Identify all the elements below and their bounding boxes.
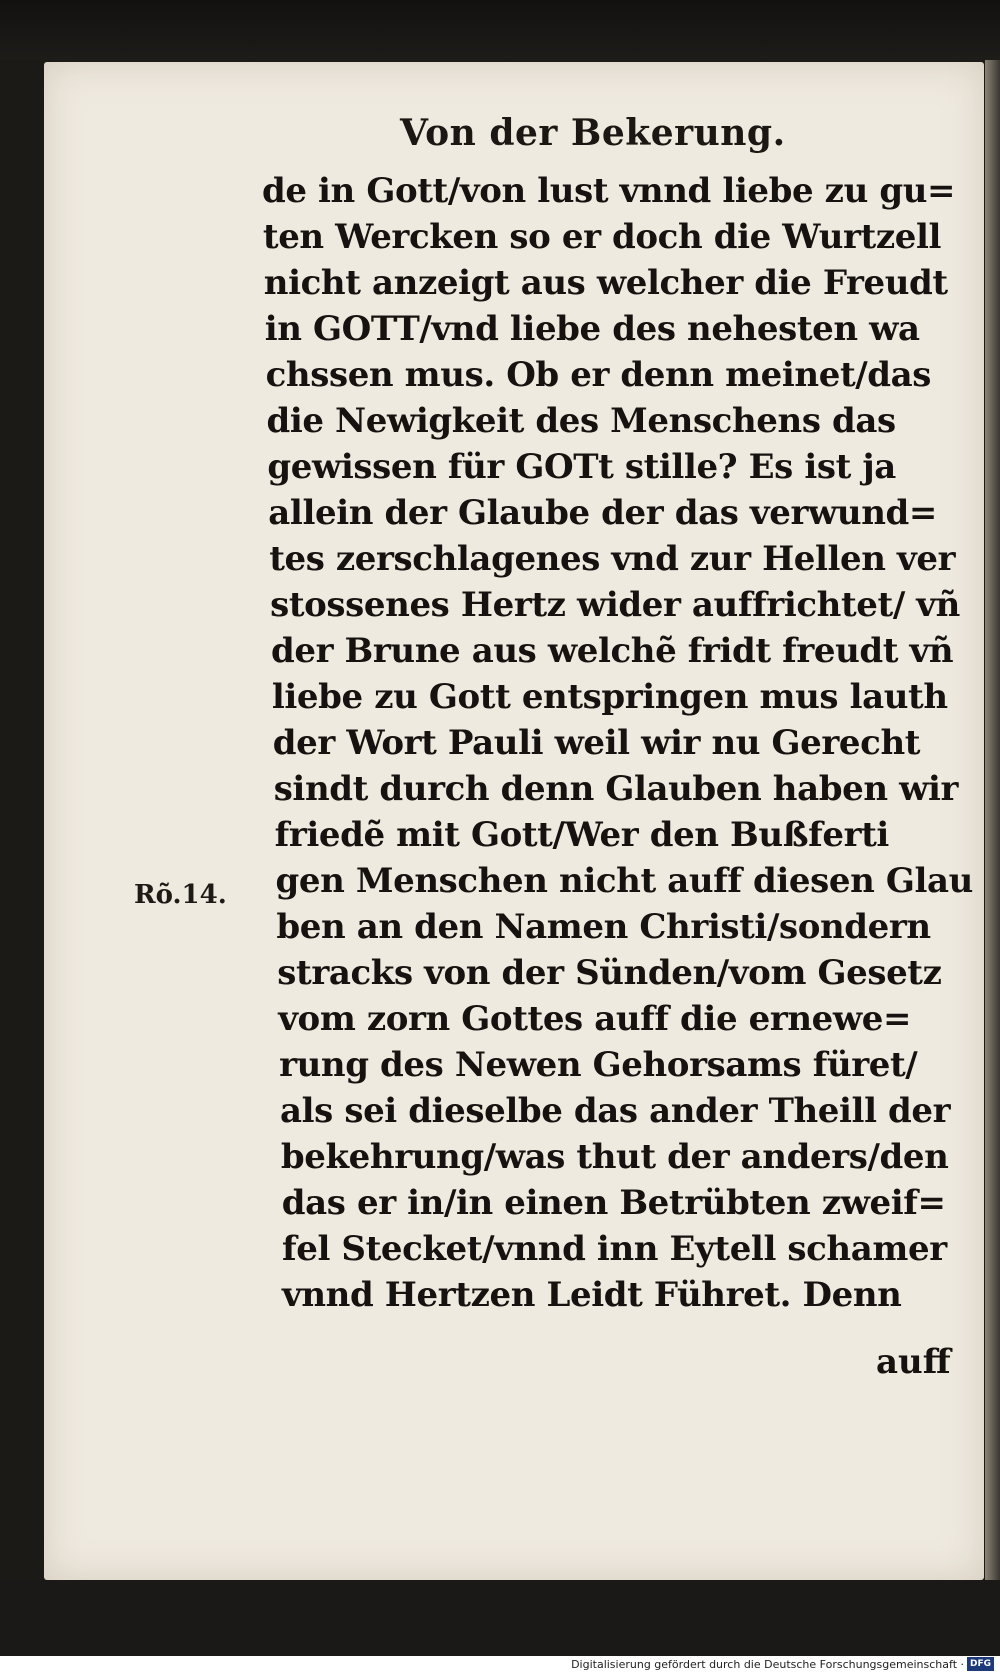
text-line: allein der Glaube der das verwund= <box>268 493 937 533</box>
text-line: stossenes Hertz wider auffrichtet/ vñ <box>270 585 960 625</box>
text-line: tes zerschlagenes vnd zur Hellen ver <box>269 539 956 579</box>
text-line: das er in/in einen Betrübten zweif= <box>281 1183 946 1223</box>
text-line: als sei dieselbe das ander Theill der <box>280 1091 951 1131</box>
text-line: nicht anzeigt aus welcher die Freudt <box>263 263 948 303</box>
text-line: fel Stecket/vnnd inn Eytell schamer <box>282 1229 947 1269</box>
funding-notice: Digitalisierung gefördert durch die Deutsche Forschungsgemeinschaft · <box>571 1658 964 1671</box>
text-line: der Wort Pauli weil wir nu Gerecht <box>272 723 921 763</box>
text-line: sindt durch denn Glauben haben wir <box>273 769 959 809</box>
text-line: rung des Newen Gehorsams füret/ <box>279 1045 918 1085</box>
dfg-logo: DFG <box>967 1657 994 1671</box>
marginal-note: Rõ.14. <box>134 880 227 910</box>
text-line: liebe zu Gott entspringen mus lauth <box>271 677 948 717</box>
text-line: ten Wercken so er doch die Wurtzell <box>262 217 942 257</box>
text-line: bekehrung/was thut der anders/den <box>280 1137 949 1177</box>
body-text <box>262 168 973 1318</box>
text-line: de in Gott/von lust vnnd liebe zu gu= <box>262 171 956 211</box>
catchword: auff <box>876 1342 951 1382</box>
page-edge <box>985 60 1000 1580</box>
text-line: friedẽ mit Gott/Wer den Bußferti <box>274 815 889 855</box>
text-line: die Newigkeit des Menschens das <box>266 401 896 441</box>
text-line: gewissen für GOTt stille? Es ist ja <box>267 447 896 487</box>
scan-top-background <box>0 0 1000 60</box>
text-line: ben an den Namen Christi/sondern <box>276 907 931 947</box>
text-line: in GOTT/vnd liebe des nehesten wa <box>264 309 920 349</box>
text-line: chssen mus. Ob er denn meinet/das <box>265 355 932 395</box>
text-line: vom zorn Gottes auff die ernewe= <box>278 999 912 1039</box>
text-line: gen Menschen nicht auff diesen Glau <box>275 861 973 901</box>
running-head: Von der Bekerung. <box>400 112 786 154</box>
text-line: stracks von der Sünden/vom Gesetz <box>277 953 942 993</box>
text-line: vnnd Hertzen Leidt Führet. Denn <box>282 1275 902 1315</box>
text-line: der Brune aus welchẽ fridt freudt vñ <box>271 631 954 671</box>
